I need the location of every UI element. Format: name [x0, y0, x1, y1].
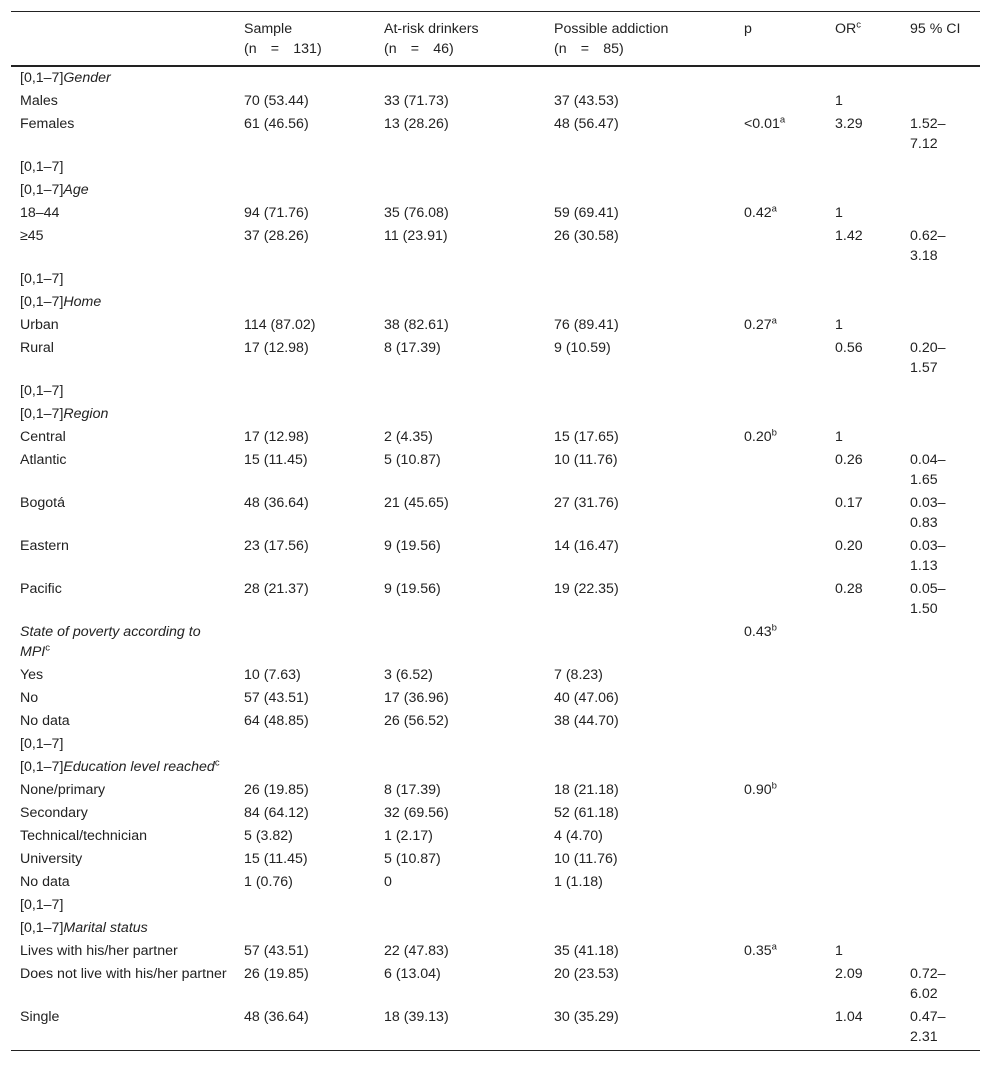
cell-atrisk: 0 — [384, 873, 392, 890]
cell-section-label — [11, 756, 735, 779]
cell-section-label — [11, 291, 735, 314]
p-value: 0.42 — [744, 204, 772, 221]
cell-or: 1 — [835, 316, 843, 333]
cell-or: 2.09 — [835, 965, 863, 982]
cell-section-label — [11, 621, 235, 664]
header-empty — [11, 12, 235, 66]
cell-label: Eastern — [20, 537, 69, 554]
cell-ci — [901, 426, 980, 449]
section-label: Age — [63, 181, 89, 198]
cell-sample: 17 (12.98) — [244, 339, 309, 356]
cell-spacer-prefix: [0,1–7] — [20, 896, 64, 913]
section-row — [11, 66, 980, 90]
cell-atrisk: 11 (23.91) — [384, 227, 448, 244]
cell-section-label — [11, 403, 735, 426]
cell-addiction: 38 (44.70) — [554, 712, 619, 729]
cell-sample: 57 (43.51) — [244, 689, 309, 706]
cell-atrisk: 18 (39.13) — [375, 1006, 545, 1051]
cell-p — [735, 710, 826, 733]
header-addiction — [545, 12, 735, 66]
header-addiction-n: (n = 85) — [554, 41, 624, 57]
cell-empty — [901, 621, 980, 664]
cell-sample: 26 (19.85) — [244, 781, 309, 798]
spacer-row — [11, 894, 980, 917]
table-row — [11, 940, 980, 963]
cell-addiction: 40 (47.06) — [554, 689, 619, 706]
cell-empty — [735, 917, 826, 940]
cell-addiction: 14 (16.47) — [554, 537, 619, 554]
cell-label: Atlantic — [20, 451, 67, 468]
cell-empty — [826, 66, 901, 90]
cell-ci: 0.72– 6.02 — [910, 965, 946, 1002]
cell-ci — [901, 202, 980, 225]
cell-p — [735, 337, 826, 380]
section-label: Education level reached — [63, 758, 215, 775]
section-prefix: [0,1–7] — [20, 405, 64, 422]
cell-or: 1.04 — [826, 1006, 901, 1051]
cell-sample: 5 (3.82) — [244, 827, 293, 844]
cell-sample: 48 (36.64) — [235, 1006, 375, 1051]
table-row — [11, 687, 980, 710]
cell-or — [826, 871, 901, 894]
header-or-footnote: c — [856, 19, 862, 31]
section-prefix: [0,1–7] — [20, 181, 64, 198]
header-addiction-title: Possible addiction — [554, 21, 669, 37]
table-row — [11, 535, 980, 578]
table-row — [11, 779, 980, 802]
cell-atrisk: 9 (19.56) — [384, 580, 441, 597]
cell-or: 0.56 — [835, 339, 863, 356]
cell-addiction: 19 (22.35) — [554, 580, 619, 597]
cell-or — [826, 687, 901, 710]
cell-p — [735, 664, 826, 687]
cell-ci: 0.03– 0.83 — [910, 494, 946, 531]
cell-addiction: 10 (11.76) — [554, 451, 618, 468]
cell-sample: 10 (7.63) — [244, 666, 301, 683]
cell-label: No data — [20, 873, 70, 890]
cell-ci — [901, 779, 980, 802]
cell-addiction: 1 (1.18) — [554, 873, 603, 890]
cell-p — [735, 779, 826, 802]
cell-empty — [375, 621, 545, 664]
cell-ci: 0.62– 3.18 — [910, 227, 946, 264]
cell-empty — [901, 179, 980, 202]
section-footnote: c — [45, 641, 50, 653]
p-value: 0.20 — [744, 428, 772, 445]
cell-label: Urban — [20, 316, 59, 333]
cell-label: Central — [20, 428, 66, 445]
cell-label: Pacific — [20, 580, 62, 597]
cell-label: Females — [20, 115, 75, 132]
section-row — [11, 756, 980, 779]
cell-or: 1.42 — [835, 227, 863, 244]
table-container — [11, 11, 980, 1051]
cell-empty — [545, 621, 735, 664]
table-row — [11, 578, 980, 621]
cell-empty — [901, 66, 980, 90]
cell-addiction: 26 (30.58) — [554, 227, 619, 244]
cell-addiction: 20 (23.53) — [554, 965, 619, 982]
cell-p — [735, 578, 826, 621]
cell-label: University — [20, 850, 83, 867]
cell-sample: 48 (36.64) — [244, 494, 309, 511]
cell-ci — [901, 710, 980, 733]
cell-atrisk: 8 (17.39) — [384, 781, 441, 798]
cell-or: 1 — [835, 942, 843, 959]
cell-addiction: 37 (43.53) — [554, 92, 619, 109]
p-footnote: b — [771, 621, 777, 633]
cell-empty — [826, 621, 901, 664]
header-sample-n: (n = 131) — [244, 41, 322, 57]
cell-sample: 57 (43.51) — [244, 942, 309, 959]
p-footnote: a — [771, 202, 777, 214]
cell-sample: 61 (46.56) — [244, 115, 309, 132]
p-footnote: a — [771, 314, 777, 326]
table-row — [11, 848, 980, 871]
cell-label: Secondary — [20, 804, 88, 821]
cell-addiction: 76 (89.41) — [554, 316, 619, 333]
cell-sample: 64 (48.85) — [244, 712, 309, 729]
cell-empty — [826, 291, 901, 314]
cell-empty — [735, 403, 826, 426]
header-p: p — [735, 12, 826, 66]
p-value: 0.35 — [744, 942, 772, 959]
section-label: Home — [63, 293, 102, 310]
table-body — [11, 66, 980, 1051]
cell-atrisk: 21 (45.65) — [384, 494, 449, 511]
cell-addiction: 30 (35.29) — [545, 1006, 735, 1051]
header-atrisk-n: (n = 46) — [384, 41, 454, 57]
cell-sample: 84 (64.12) — [244, 804, 309, 821]
cell-spacer-prefix: [0,1–7] — [20, 158, 64, 175]
cell-sample: 17 (12.98) — [244, 428, 309, 445]
cell-sample: 37 (28.26) — [244, 227, 309, 244]
cell-p — [735, 113, 826, 156]
cell-p — [735, 314, 826, 337]
section-label: Gender — [63, 69, 111, 86]
cell-atrisk: 22 (47.83) — [384, 942, 449, 959]
cell-p — [735, 621, 826, 664]
spacer-row — [11, 156, 980, 179]
table-row — [11, 802, 980, 825]
cell-atrisk: 6 (13.04) — [384, 965, 441, 982]
cell-addiction: 9 (10.59) — [554, 339, 611, 356]
cell-addiction: 35 (41.18) — [554, 942, 619, 959]
cell-ci: 0.20– 1.57 — [910, 339, 946, 376]
cell-p — [735, 940, 826, 963]
cell-atrisk: 38 (82.61) — [384, 316, 449, 333]
table-row — [11, 90, 980, 113]
cell-ci: 0.03– 1.13 — [910, 537, 946, 574]
cell-atrisk: 3 (6.52) — [384, 666, 433, 683]
header-sample-title: Sample — [244, 21, 293, 37]
cell-sample: 15 (11.45) — [244, 850, 308, 867]
cell-atrisk: 9 (19.56) — [384, 537, 441, 554]
header-atrisk — [375, 12, 545, 66]
table-row — [11, 710, 980, 733]
p-value: 0.90 — [744, 781, 772, 798]
table-row — [11, 314, 980, 337]
cell-ci — [901, 687, 980, 710]
cell-spacer-prefix: [0,1–7] — [20, 735, 64, 752]
cell-spacer-prefix: [0,1–7] — [20, 270, 64, 287]
cell-ci: 0.04– 1.65 — [910, 451, 946, 488]
cell-or: 0.26 — [835, 451, 863, 468]
cell-or — [826, 710, 901, 733]
cell-empty — [235, 621, 375, 664]
cell-atrisk: 33 (71.73) — [384, 92, 449, 109]
section-row — [11, 179, 980, 202]
cell-or: 3.29 — [835, 115, 863, 132]
cell-empty — [901, 756, 980, 779]
cell-p — [735, 225, 826, 268]
header-or-label: OR — [835, 21, 857, 37]
cell-empty — [735, 66, 826, 90]
cell-or: 0.20 — [835, 537, 863, 554]
cell-atrisk: 35 (76.08) — [384, 204, 449, 221]
cell-or: 1 — [835, 204, 843, 221]
cell-atrisk: 2 (4.35) — [384, 428, 433, 445]
cell-addiction: 48 (56.47) — [554, 115, 619, 132]
cell-p — [735, 1006, 826, 1051]
cell-empty — [735, 179, 826, 202]
spacer-row — [11, 380, 980, 403]
cell-p — [735, 825, 826, 848]
cell-addiction: 59 (69.41) — [554, 204, 619, 221]
section-prefix: [0,1–7] — [20, 758, 64, 775]
cell-addiction: 4 (4.70) — [554, 827, 603, 844]
cell-label: Does not live with his/her partner — [20, 965, 227, 982]
cell-addiction: 27 (31.76) — [554, 494, 619, 511]
cell-or — [826, 825, 901, 848]
cell-sample: 114 (87.02) — [244, 316, 316, 333]
cell-empty — [826, 756, 901, 779]
cell-or — [826, 802, 901, 825]
p-value: <0.01 — [744, 115, 780, 132]
section-label: Marital status — [63, 919, 148, 936]
cell-ci — [901, 871, 980, 894]
cell-sample: 94 (71.76) — [244, 204, 309, 221]
cell-atrisk: 5 (10.87) — [384, 451, 441, 468]
table-row — [11, 225, 980, 268]
p-value: 0.27 — [744, 316, 772, 333]
cell-empty — [826, 403, 901, 426]
p-value: 0.43 — [744, 623, 772, 640]
cell-ci — [901, 664, 980, 687]
cell-atrisk: 5 (10.87) — [384, 850, 441, 867]
cell-empty — [826, 917, 901, 940]
cell-label: Yes — [20, 666, 44, 683]
table-row — [11, 492, 980, 535]
cell-label: ≥45 — [20, 227, 44, 244]
cell-atrisk: 1 (2.17) — [384, 827, 433, 844]
cell-ci — [901, 90, 980, 113]
cell-atrisk: 17 (36.96) — [384, 689, 449, 706]
section-row — [11, 403, 980, 426]
cell-or: 1 — [835, 428, 843, 445]
cell-addiction: 15 (17.65) — [554, 428, 619, 445]
section-prefix: [0,1–7] — [20, 919, 64, 936]
cell-label: No data — [20, 712, 70, 729]
cell-label: Bogotá — [20, 494, 65, 511]
p-footnote: b — [771, 426, 777, 438]
cell-addiction: 10 (11.76) — [554, 850, 618, 867]
table-row — [11, 1006, 980, 1051]
cell-ci: 0.47– 2.31 — [901, 1006, 980, 1051]
table-row — [11, 113, 980, 156]
cell-or: 1 — [835, 92, 843, 109]
table-row — [11, 664, 980, 687]
section-label: Region — [63, 405, 109, 422]
demographics-table — [11, 11, 980, 1051]
cell-section-label — [11, 66, 735, 90]
header-or — [826, 12, 901, 66]
cell-sample: 26 (19.85) — [244, 965, 309, 982]
cell-section-label — [11, 917, 735, 940]
cell-spacer-prefix: [0,1–7] — [20, 382, 64, 399]
cell-label: None/primary — [20, 781, 106, 798]
cell-empty — [901, 917, 980, 940]
cell-p — [735, 535, 826, 578]
spacer-row — [11, 268, 980, 291]
header-sample — [235, 12, 375, 66]
section-label: State of poverty according to MPI — [20, 623, 201, 660]
cell-atrisk: 32 (69.56) — [384, 804, 449, 821]
cell-or — [826, 664, 901, 687]
cell-atrisk: 13 (28.26) — [384, 115, 449, 132]
section-row — [11, 917, 980, 940]
cell-or: 0.28 — [835, 580, 863, 597]
cell-label: Males — [20, 92, 58, 109]
cell-or — [826, 779, 901, 802]
cell-empty — [735, 291, 826, 314]
cell-p — [735, 871, 826, 894]
cell-p — [735, 963, 826, 1006]
cell-ci — [901, 314, 980, 337]
cell-p — [735, 202, 826, 225]
cell-label: 18–44 — [20, 204, 60, 221]
section-footnote: c — [214, 756, 220, 768]
cell-section-label — [11, 179, 735, 202]
cell-addiction: 52 (61.18) — [554, 804, 619, 821]
table-row — [11, 825, 980, 848]
cell-p — [735, 90, 826, 113]
cell-atrisk: 26 (56.52) — [384, 712, 449, 729]
spacer-row — [11, 733, 980, 756]
section-row — [11, 621, 980, 664]
cell-sample: 28 (21.37) — [244, 580, 309, 597]
p-footnote: a — [779, 113, 786, 125]
cell-or — [826, 848, 901, 871]
section-row — [11, 291, 980, 314]
cell-empty — [826, 179, 901, 202]
cell-p — [735, 687, 826, 710]
cell-atrisk: 8 (17.39) — [384, 339, 441, 356]
cell-ci — [901, 848, 980, 871]
cell-sample: 1 (0.76) — [244, 873, 293, 890]
cell-ci — [901, 825, 980, 848]
table-row — [11, 337, 980, 380]
cell-label: Lives with his/her partner — [20, 942, 178, 959]
header-row — [11, 12, 980, 66]
cell-p — [735, 802, 826, 825]
p-footnote: b — [771, 779, 777, 791]
cell-p — [735, 449, 826, 492]
cell-label: Rural — [20, 339, 54, 356]
table-row — [11, 426, 980, 449]
cell-ci — [901, 940, 980, 963]
header-atrisk-title: At-risk drinkers — [384, 21, 479, 37]
cell-or: 0.17 — [835, 494, 863, 511]
cell-addiction: 7 (8.23) — [554, 666, 603, 683]
cell-label: Single — [11, 1006, 235, 1051]
cell-addiction: 18 (21.18) — [554, 781, 619, 798]
cell-p — [735, 492, 826, 535]
cell-ci — [901, 802, 980, 825]
cell-ci: 1.52– 7.12 — [910, 115, 946, 152]
cell-p — [735, 426, 826, 449]
cell-empty — [735, 756, 826, 779]
cell-label: Technical/technician — [20, 827, 147, 844]
cell-sample: 23 (17.56) — [244, 537, 309, 554]
cell-ci: 0.05– 1.50 — [910, 580, 946, 617]
table-row — [11, 449, 980, 492]
cell-label: No — [20, 689, 39, 706]
cell-sample: 15 (11.45) — [244, 451, 308, 468]
cell-empty — [901, 403, 980, 426]
section-prefix: [0,1–7] — [20, 293, 64, 310]
section-prefix: [0,1–7] — [20, 69, 64, 86]
table-row — [11, 963, 980, 1006]
p-footnote: a — [771, 940, 777, 952]
table-header — [11, 12, 980, 66]
table-row — [11, 871, 980, 894]
cell-p — [735, 848, 826, 871]
header-ci: 95 % CI — [901, 12, 980, 66]
table-row — [11, 202, 980, 225]
cell-empty — [901, 291, 980, 314]
cell-sample: 70 (53.44) — [244, 92, 309, 109]
